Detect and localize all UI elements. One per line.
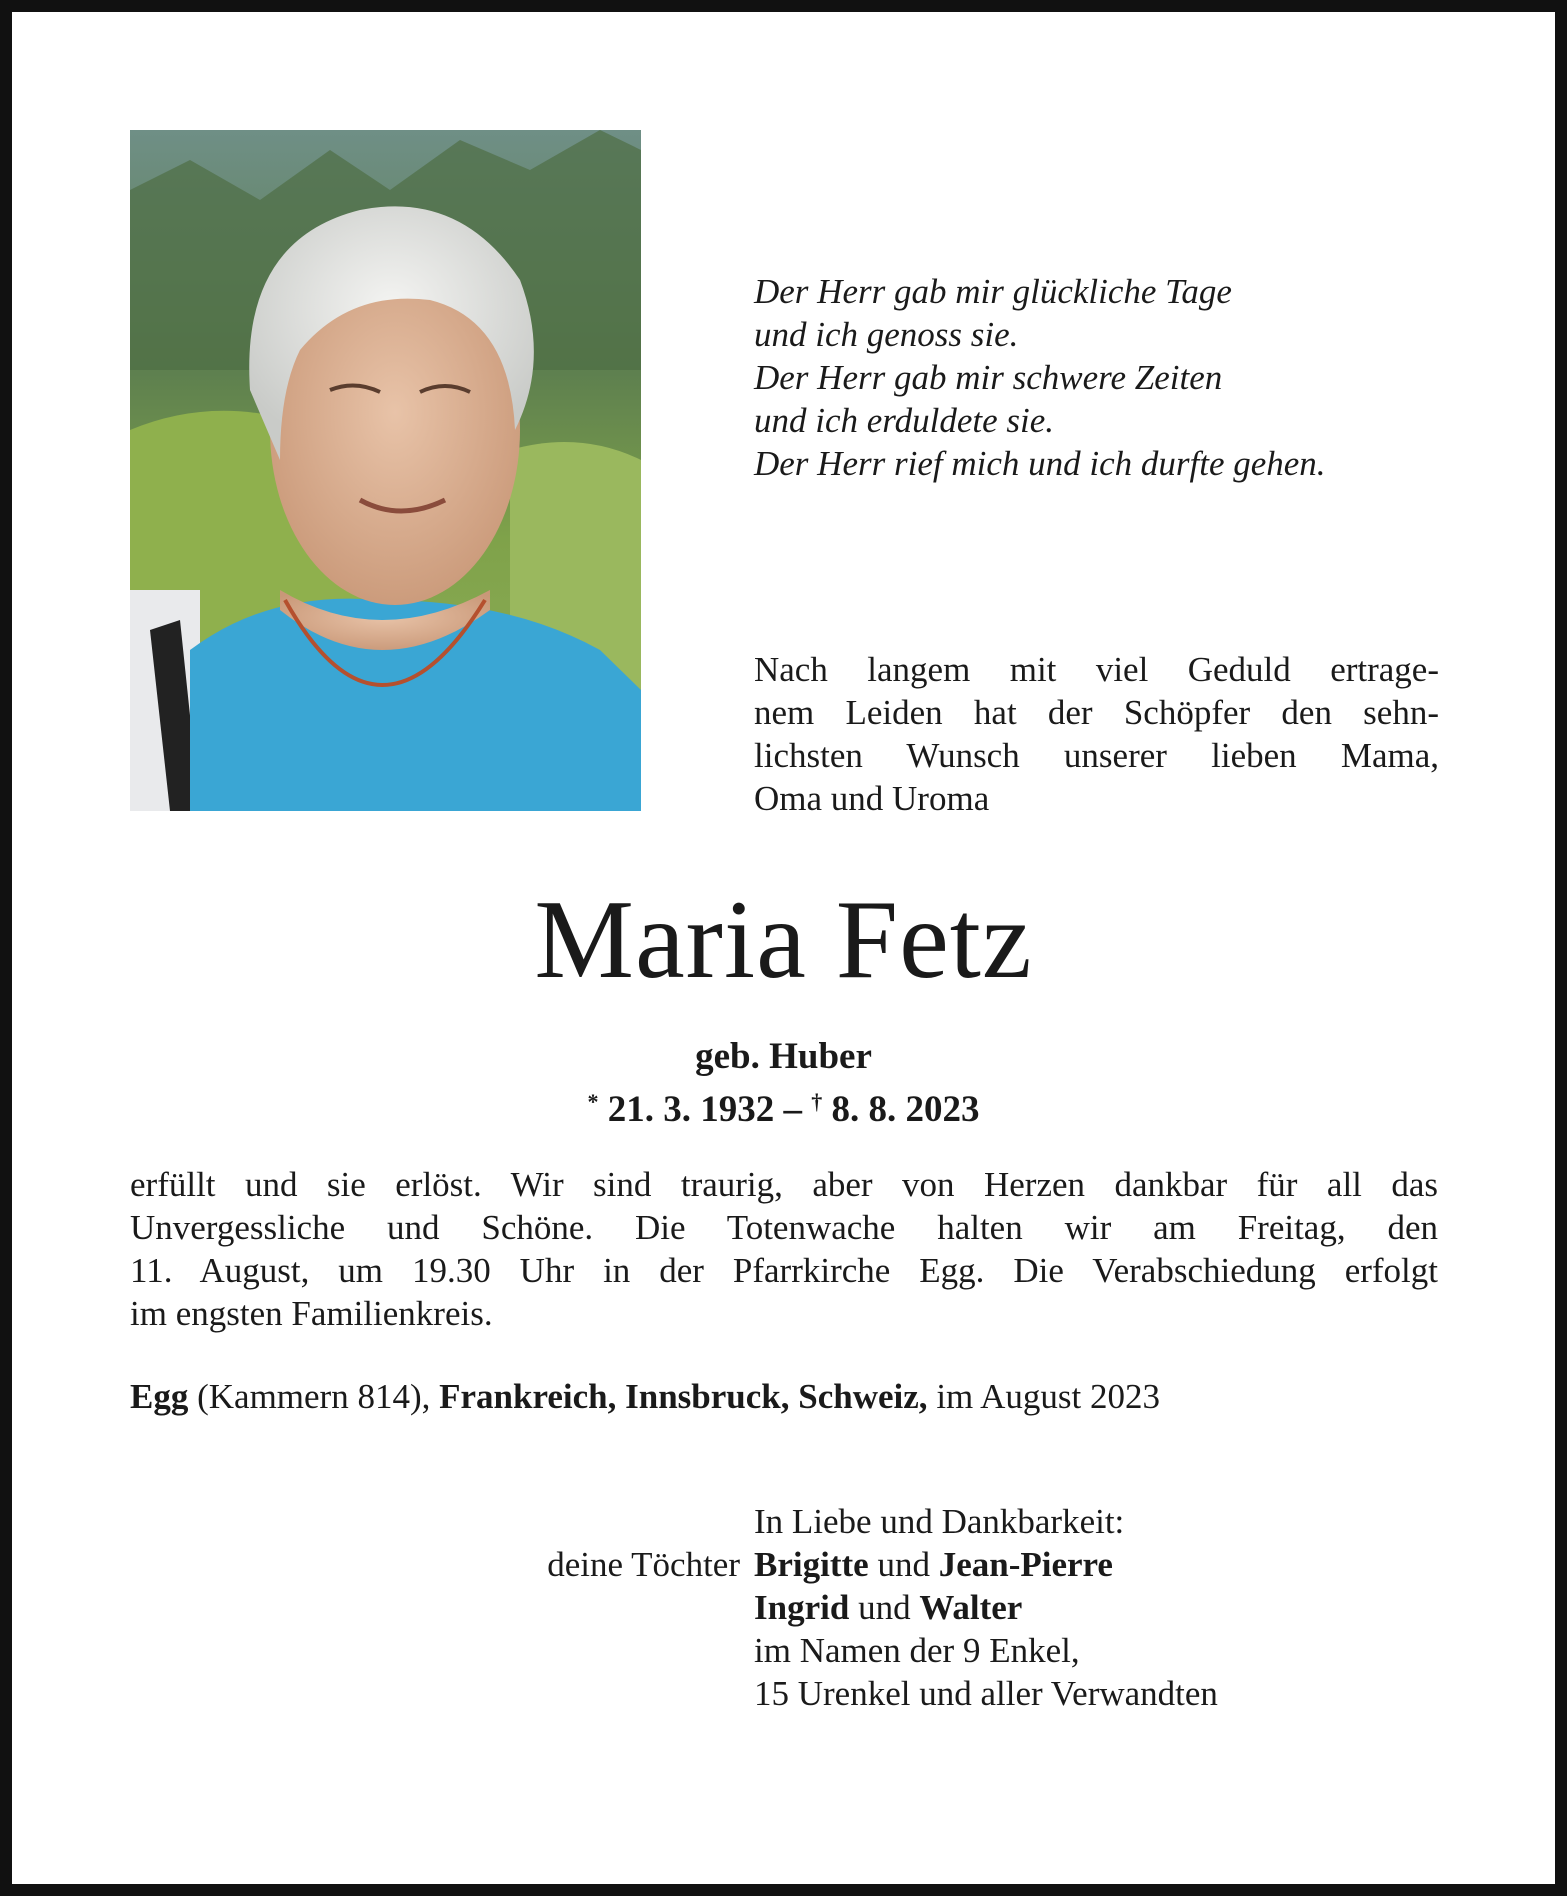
body-paragraph: [130, 1163, 1438, 1335]
intro-line: Oma und Uroma: [754, 779, 990, 818]
body-line: im engsten Familienkreis.: [130, 1294, 493, 1333]
deceased-name: Maria Fetz: [534, 878, 1033, 1002]
portrait-photo: [130, 130, 641, 811]
address: (Kammern 814),: [188, 1377, 440, 1416]
birth-symbol: *: [587, 1089, 599, 1114]
enkel-line: im Namen der 9 Enkel,: [754, 1631, 1080, 1670]
other-places: Frankreich, Innsbruck, Schweiz,: [439, 1377, 928, 1416]
couple-1-second: Jean-Pierre: [938, 1545, 1113, 1584]
urenkel-line: 15 Urenkel und aller Verwandten: [754, 1674, 1218, 1713]
poem-line: Der Herr rief mich und ich durfte gehen.: [754, 444, 1326, 483]
poem-line: und ich genoss sie.: [754, 315, 1019, 354]
places-line: [130, 1375, 1490, 1418]
town: Egg: [130, 1377, 189, 1416]
intro-line: Nach langem mit viel Geduld ertrage-: [754, 650, 1439, 689]
poem-line: und ich erduldete sie.: [754, 401, 1055, 440]
body-line: erfüllt und sie erlöst. Wir sind traurig, aber von Herzen dankbar für all das: [130, 1165, 1438, 1204]
body-line: Unvergessliche und Schöne. Die Totenwache halten wir am Freitag, den: [130, 1208, 1438, 1247]
couple-1-first: Brigitte: [754, 1545, 869, 1584]
couple-2-and: und: [849, 1588, 920, 1627]
body-line: 11. August, um 19.30 Uhr in der Pfarrkirche Egg. Die Verabschiedung erfolgt: [130, 1251, 1438, 1290]
couple-2-first: Ingrid: [754, 1588, 850, 1627]
birth-name: geb. Huber: [695, 1036, 872, 1077]
poem-line: Der Herr gab mir schwere Zeiten: [754, 358, 1223, 397]
couple-2: [754, 1586, 1022, 1629]
death-symbol: †: [811, 1089, 823, 1114]
couple-1-and: und: [868, 1545, 939, 1584]
death-date: 8. 8. 2023: [831, 1089, 980, 1130]
daughters-label: deine Töchter: [547, 1545, 740, 1584]
place-date: im August 2023: [927, 1377, 1160, 1416]
couple-2-second: Walter: [919, 1588, 1023, 1627]
birth-date: 21. 3. 1932: [607, 1089, 775, 1130]
intro-paragraph: [754, 648, 1439, 820]
poem: [754, 270, 1454, 485]
poem-line: Der Herr gab mir glückliche Tage: [754, 272, 1232, 311]
signature-heading: In Liebe und Dankbarkeit:: [754, 1502, 1125, 1541]
life-dates: [0, 1080, 1567, 1132]
intro-line: lichsten Wunsch unserer lieben Mama,: [754, 736, 1439, 775]
intro-line: nem Leiden hat der Schöpfer den sehn-: [754, 693, 1439, 732]
date-separator: –: [774, 1089, 812, 1130]
couple-1: [754, 1543, 1113, 1586]
signature-block: [0, 1500, 1567, 1715]
